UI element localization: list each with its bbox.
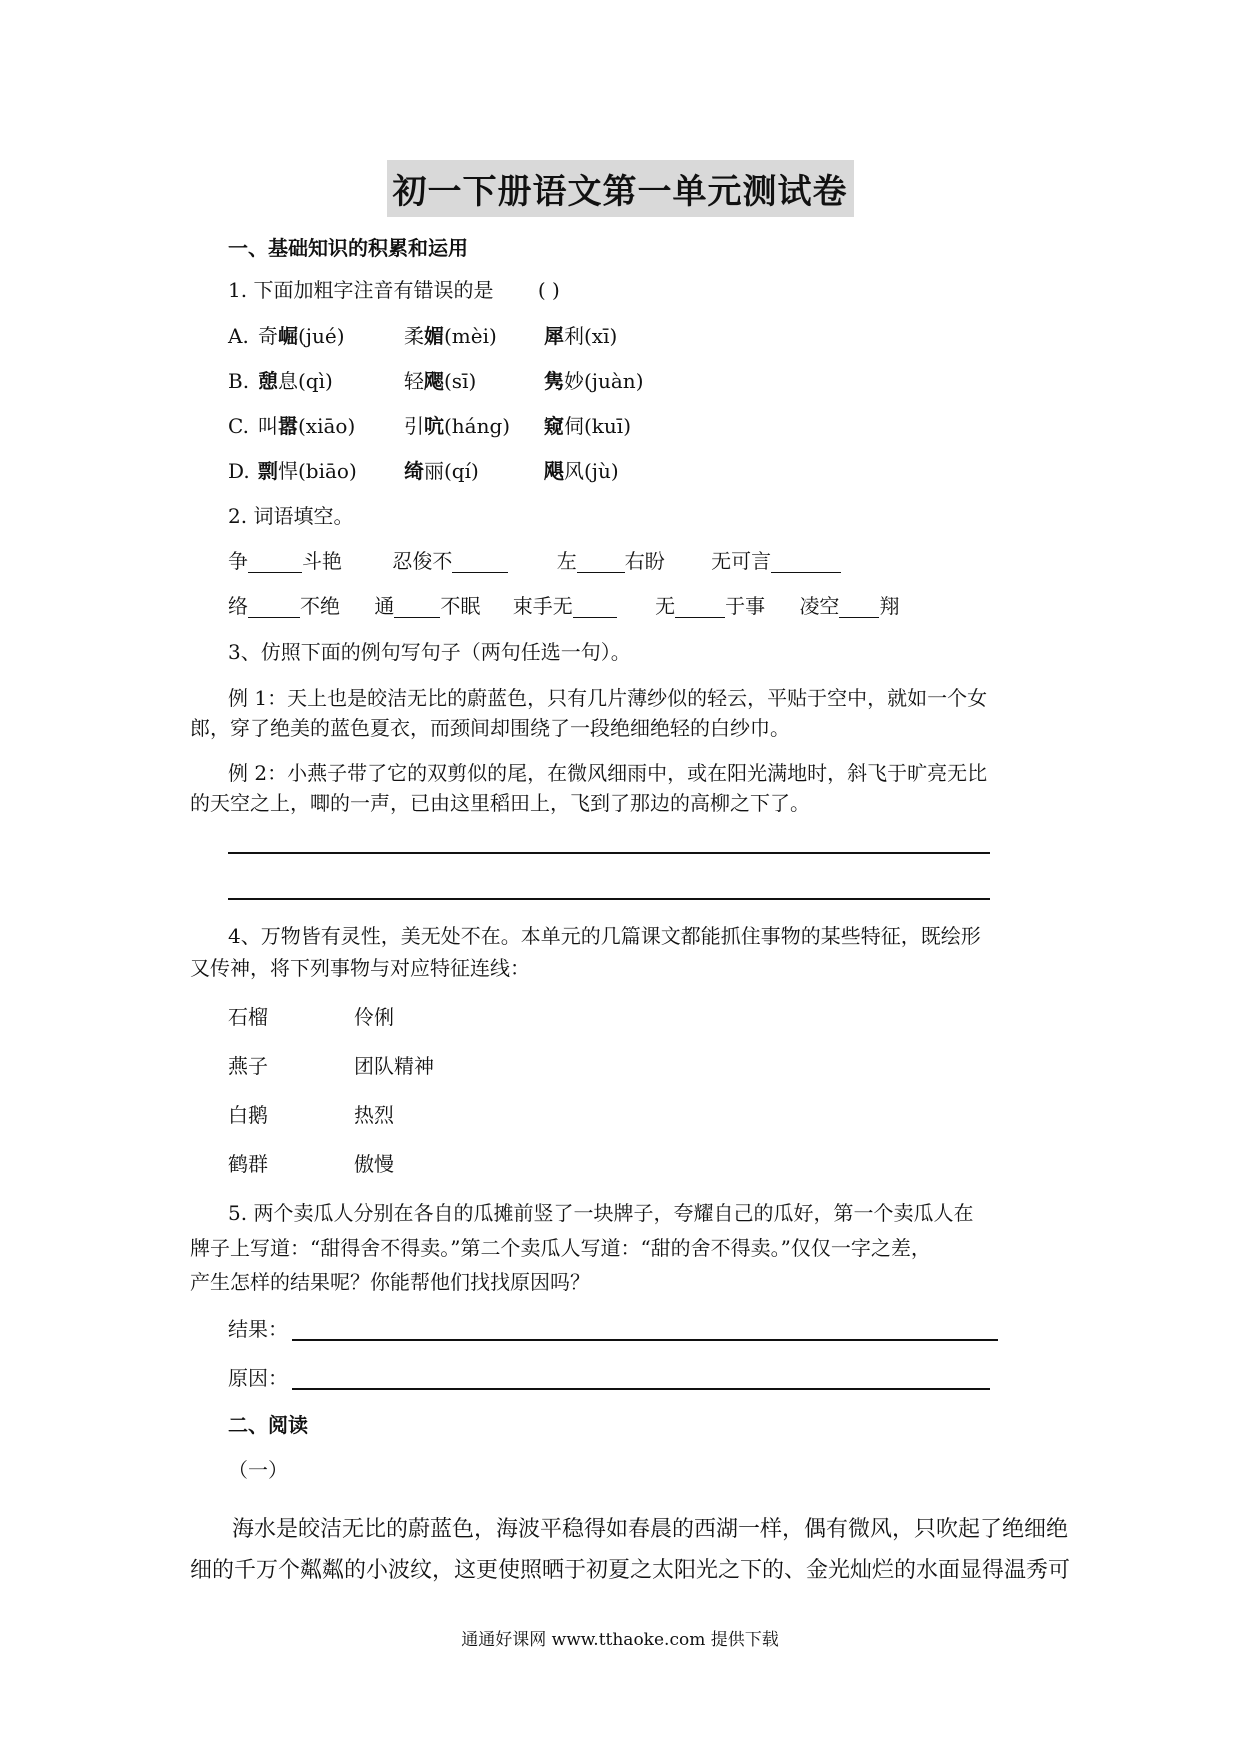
reading-subsection-1: （一）: [228, 1458, 288, 1482]
option-letter: A.: [228, 324, 249, 348]
fill-blank[interactable]: [675, 597, 725, 618]
match-row: [228, 1152, 394, 1176]
option-item: 奇崛(jué): [258, 324, 345, 348]
result-label: 结果：: [228, 1317, 288, 1341]
example-1-line-1: 例 1：天上也是皎洁无比的蔚蓝色，只有几片薄纱似的轻云，平贴于空中，就如一个女: [228, 686, 988, 710]
document-title: [0, 160, 1240, 217]
match-item-left[interactable]: 石榴: [228, 1005, 268, 1029]
question-5-line-3: 产生怎样的结果呢？你能帮他们找找原因吗？: [190, 1270, 590, 1294]
option-item: 窥伺(kuī): [544, 414, 632, 438]
match-item-right[interactable]: 热烈: [354, 1103, 394, 1127]
match-row: [228, 1103, 394, 1127]
example-2-line-2: 的天空之上，唧的一声，已由这里稻田上，飞到了那边的高柳之下了。: [190, 791, 810, 815]
example-2-line-1: 例 2：小燕子带了它的双剪似的尾，在微风细雨中，或在阳光满地时，斜飞于旷亮无比: [228, 761, 988, 785]
option-b: [228, 369, 644, 393]
match-item-right[interactable]: 伶俐: [354, 1005, 394, 1029]
match-row: [228, 1005, 394, 1029]
example-1-line-2: 郎，穿了绝美的蓝色夏衣，而颈间却围绕了一段绝细绝轻的白纱巾。: [190, 716, 790, 740]
fill-blank[interactable]: [839, 597, 879, 618]
match-item-right[interactable]: 傲慢: [354, 1152, 394, 1176]
question-2-stem: 2. 词语填空。: [228, 504, 354, 528]
reason-answer-line[interactable]: [292, 1388, 990, 1390]
option-item: 叫嚣(xiāo): [258, 414, 356, 438]
fill-blank[interactable]: [394, 597, 440, 618]
option-item: 柔媚(mèi): [404, 324, 497, 348]
match-item-right[interactable]: 团队精神: [354, 1054, 434, 1078]
writing-answer-line[interactable]: [228, 852, 990, 854]
option-a: [228, 324, 618, 348]
option-letter: B.: [228, 369, 250, 393]
fill-blank-row-1: 争 斗艳 忍俊不 左 右盼 无可言: [228, 549, 841, 573]
option-item: 绮丽(qí): [404, 459, 479, 483]
match-item-left[interactable]: 燕子: [228, 1054, 268, 1078]
match-item-left[interactable]: 白鹅: [228, 1103, 268, 1127]
option-item: 轻飔(sī): [404, 369, 477, 393]
option-item: 犀利(xī): [544, 324, 618, 348]
answer-parentheses: ( ): [537, 278, 560, 302]
section-2-heading: 二、阅读: [228, 1413, 308, 1437]
fill-blank[interactable]: [577, 552, 625, 573]
question-5-line-1: 5. 两个卖瓜人分别在各自的瓜摊前竖了一块牌子，夸耀自己的瓜好，第一个卖瓜人在: [228, 1201, 974, 1225]
footer-credit: 通通好课网 www.tthaoke.com 提供下载: [461, 1630, 779, 1650]
passage-line-2: 细的千万个粼粼的小波纹，这更使照晒于初夏之太阳光之下的、金光灿烂的水面显得温秀可: [190, 1558, 1071, 1583]
fill-blank[interactable]: [248, 552, 302, 573]
option-item: 剽悍(biāo): [258, 459, 357, 483]
fill-blank-row-2: 络 不绝 通 不眠 束手无 无 于事 凌空 翔: [228, 594, 900, 618]
question-1: [228, 278, 560, 302]
option-item: 飓风(jù): [544, 459, 619, 483]
question-3-stem: 3、仿照下面的例句写句子（两句任选一句）。: [228, 640, 631, 664]
question-1-stem: 1. 下面加粗字注音有错误的是: [228, 278, 494, 302]
passage-line-1: 海水是皎洁无比的蔚蓝色，海波平稳得如春晨的西湖一样，偶有微风，只吹起了绝细绝: [232, 1517, 1069, 1542]
match-item-left[interactable]: 鹤群: [228, 1152, 268, 1176]
question-4-line-2: 又传神，将下列事物与对应特征连线：: [190, 956, 530, 980]
fill-blank[interactable]: [573, 597, 617, 618]
question-4-line-1: 4、万物皆有灵性，美无处不在。本单元的几篇课文都能抓住事物的某些特征，既绘形: [228, 924, 981, 948]
fill-blank[interactable]: [771, 552, 841, 573]
option-letter: C.: [228, 414, 249, 438]
section-1-heading: 一、基础知识的积累和运用: [228, 236, 468, 260]
question-5-line-2: 牌子上写道：“甜得舍不得卖。”第二个卖瓜人写道：“甜的舍不得卖。”仅仅一字之差，: [190, 1236, 931, 1260]
option-letter: D.: [228, 459, 250, 483]
result-answer-line[interactable]: [292, 1339, 998, 1341]
match-row: [228, 1054, 434, 1078]
title-text: 初一下册语文第一单元测试卷: [387, 160, 854, 217]
option-item: 憩息(qì): [258, 369, 333, 393]
option-item: 引吭(háng): [404, 414, 511, 438]
option-item: 隽妙(juàn): [544, 369, 644, 393]
fill-blank[interactable]: [248, 597, 300, 618]
fill-blank[interactable]: [452, 552, 508, 573]
option-c: [228, 414, 632, 438]
writing-answer-line[interactable]: [228, 898, 990, 900]
reason-label: 原因：: [228, 1366, 288, 1390]
option-d: [228, 459, 619, 483]
